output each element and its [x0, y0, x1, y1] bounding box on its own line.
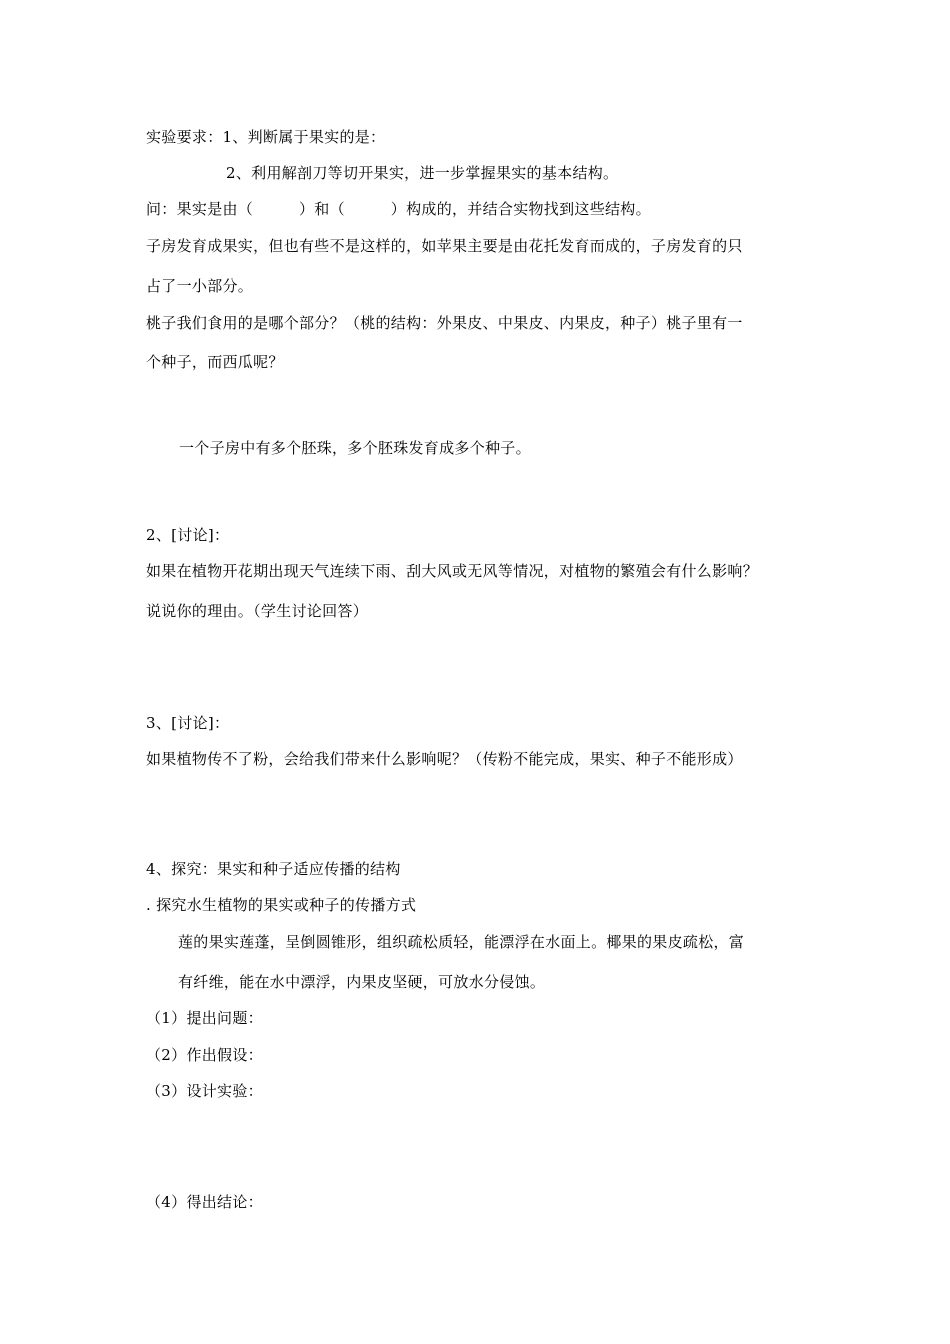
- ovule-statement: 一个子房中有多个胚珠，多个胚珠发育成多个种子。: [179, 439, 531, 457]
- ovary-paragraph-line-1: 子房发育成果实，但也有些不是这样的，如苹果主要是由花托发育而成的，子房发育的只: [146, 237, 743, 255]
- inquiry-aquatic-subheading: . 探究水生植物的果实或种子的传播方式: [146, 896, 417, 914]
- peach-paragraph-line-2: 个种子，而西瓜呢？: [146, 353, 284, 371]
- step-3-design-experiment: （3）设计实验：: [146, 1082, 263, 1100]
- inquiry-4-heading: 4、探究：果实和种子适应传播的结构: [146, 860, 401, 878]
- step-1-ask-question: （1）提出问题：: [146, 1009, 263, 1027]
- ovary-paragraph-line-2: 占了一小部分。: [146, 277, 254, 295]
- question-fruit-structure: 问：果实是由（ ）和（ ）构成的，并结合实物找到这些结构。: [146, 200, 651, 218]
- discussion-2-question-line-1: 如果在植物开花期出现天气连续下雨、刮大风或无风等情况，对植物的繁殖会有什么影响？: [146, 562, 759, 580]
- step-2-hypothesis: （2）作出假设：: [146, 1046, 263, 1064]
- discussion-2-question-line-2: 说说你的理由。（学生讨论回答）: [146, 602, 369, 620]
- step-4-conclusion: （4）得出结论：: [146, 1193, 263, 1211]
- lotus-coconut-paragraph-line-2: 有纤维，能在水中漂浮，内果皮坚硬，可放水分侵蚀。: [178, 973, 546, 991]
- discussion-3-question: 如果植物传不了粉，会给我们带来什么影响呢？（传粉不能完成，果实、种子不能形成）: [146, 750, 743, 768]
- experiment-requirement-2: 2、利用解剖刀等切开果实，进一步掌握果实的基本结构。: [226, 164, 619, 182]
- experiment-requirement-1: 实验要求：1、判断属于果实的是：: [146, 128, 386, 146]
- discussion-3-heading: 3、[讨论]：: [146, 714, 230, 732]
- lotus-coconut-paragraph-line-1: 莲的果实莲蓬，呈倒圆锥形，组织疏松质轻，能漂浮在水面上。椰果的果皮疏松，富: [178, 933, 745, 951]
- discussion-2-heading: 2、[讨论]：: [146, 526, 230, 544]
- peach-paragraph-line-1: 桃子我们食用的是哪个部分？（桃的结构：外果皮、中果皮、内果皮，种子）桃子里有一: [146, 314, 743, 332]
